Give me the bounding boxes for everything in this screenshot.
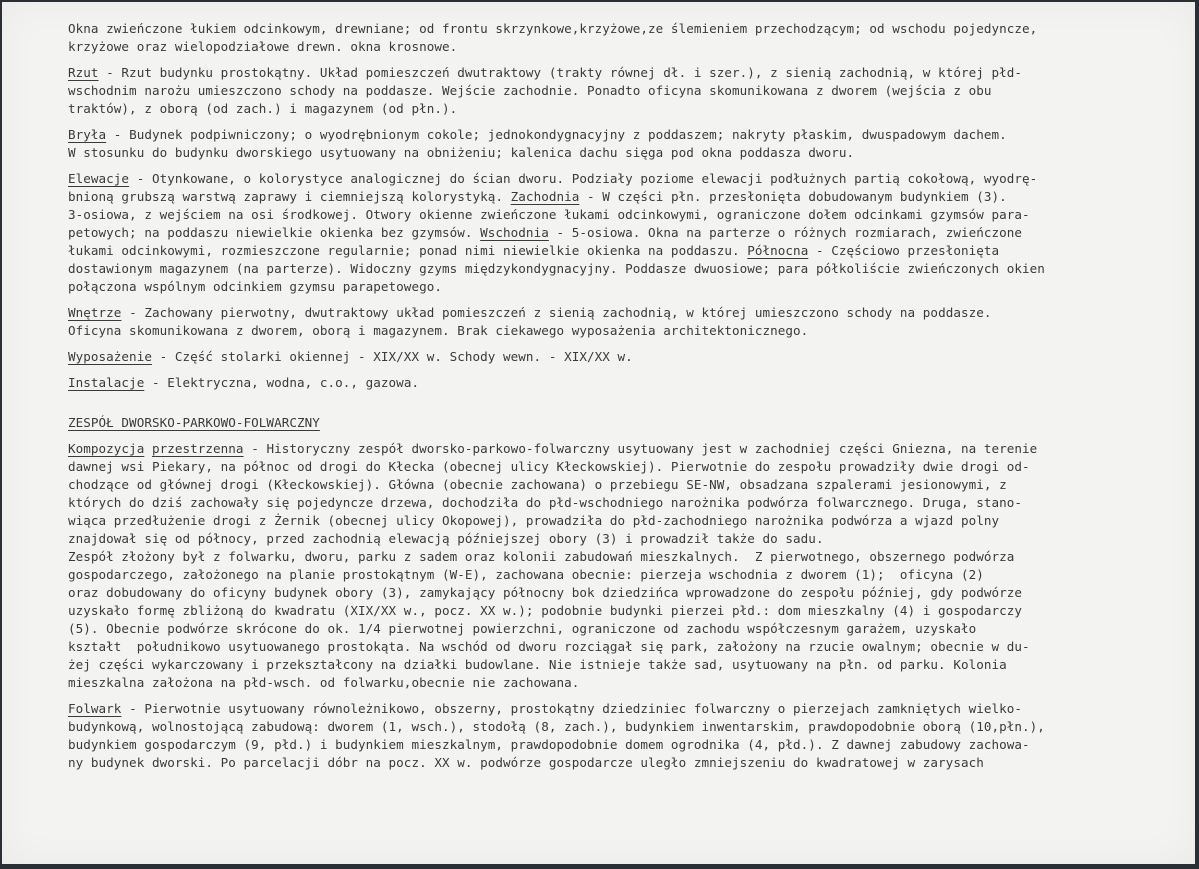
text-line: kształt południkowo usytuowanego prostokąta. Na wschód od dworu rozciągał się park, założony na rzucie owalnym; obecnie w du- (68, 639, 1030, 654)
text-line: (5). Obecnie podwórze skrócone do ok. 1/4 pierwotnej powierzchni, ograniczone od zachodu współczesnym garażem, uzyskało (68, 621, 977, 636)
heading-wnetrze: Wnętrze (68, 305, 122, 320)
subheading-wschodnia: Wschodnia (480, 225, 549, 240)
scanned-page (2, 2, 1195, 864)
text-line: krzyżowe oraz wielopodziałowe drewn. okna krosnowe. (68, 39, 458, 54)
text-line: 3-osiowa, z wejściem na osi środkowej. Otwory okienne zwieńczone łukami odcinkowymi, ograniczone dołem odcinkami gzymsów para- (68, 207, 1030, 222)
text-line: bnioną grubszą warstwą zaprawy i ciemniejszą kolorystyką. Zachodnia - W części płn. przesłonięta dobudowanym budynkiem (3). (68, 189, 1007, 204)
paragraph-bryla: Bryła - Budynek podpiwniczony; o wyodrębnionym cokole; jednokondygnacyjny z poddaszem; nakryty płaskim, dwuspadowym dachem. (68, 127, 1007, 142)
text-line: petowych; na poddaszu niewielkie okienka bez gzymsów. Wschodnia - 5-osiowa. Okna na parterze o różnych rozmiarach, zwieńczone (68, 225, 1023, 240)
text-line: wschodnim narożu umieszczono schody na poddasze. Wejście zachodnie. Ponadto oficyna skomunikowana z dworem (wejścia z obu (68, 83, 992, 98)
heading-bryla: Bryła (68, 127, 107, 142)
heading-przestrzenna: przestrzenna (151, 441, 244, 456)
text-line: których do dziś zachowały się pojedyncze drzewa, dochodziła do płd-wschodniego narożnika podwórza folwarcznego. Druga, stano- (68, 495, 1023, 510)
heading-wyposazenie: Wyposażenie (68, 349, 152, 364)
text-line: Okna zwieńczone łukiem odcinkowym, drewniane; od frontu skrzynkowe,krzyżowe,ze ślemieniem przechodzącym; od wschodu pojedyncze, (68, 21, 1038, 36)
text-line: W stosunku do budynku dworskiego usytuowany na obniżeniu; kalenica dachu sięga pod okna poddasza dworu. (68, 145, 855, 160)
heading-elewacje: Elewacje (68, 171, 130, 186)
text-line: budynkową, wolnostojącą zabudową: dworem (1, wsch.), stodołą (8, zach.), budynkiem inwentarskim, prawdopodobnie oborą (10,płn.), (68, 719, 1045, 734)
text-line: mieszkalna założona na płd-wsch. od folwarku,obecnie nie zachowana. (68, 675, 580, 690)
text-line: chodzące od głównej drogi (Kłeckowskiej). Główna (obecnie zachowana) o przebiegu SE-NW, obsadzana szpalerami jesionowymi, z (68, 477, 1007, 492)
text-line: żej części wykarczowany i przekształcony na działki budowlane. Nie istnieje także sad, usytuowany na płn. od parku. Kolonia (68, 657, 1007, 672)
text-line: traktów), z oborą (od zach.) i magazynem (od płn.). (68, 101, 458, 116)
paragraph-wyposazenie: Wyposażenie - Część stolarki okiennej - XIX/XX w. Schody wewn. - XIX/XX w. (68, 349, 633, 364)
subheading-polnocna: Północna (747, 243, 809, 258)
text-line: dawnej wsi Piekary, na północ od drogi do Kłecka (obecnej ulicy Kłeckowskiej). Pierwotnie do zespołu prowadziły dwie drogi od- (68, 459, 1030, 474)
text-line: połączona wspólnym odcinkiem gzymsu parapetowego. (68, 279, 442, 294)
text-line: ny budynek dworski. Po parcelacji dóbr na pocz. XX w. podwórze gospodarcze uległo zmniejszeniu do kwadratowej w zarysach (68, 755, 984, 770)
paragraph-rzut: Rzut - Rzut budynku prostokątny. Układ pomieszczeń dwutraktowy (trakty równej dł. i szer.), z sienią zachodnią, w której płd- (68, 65, 1023, 80)
text-line: Oficyna skomunikowana z dworem, oborą i magazynem. Brak ciekawego wyposażenia architektonicznego. (68, 323, 809, 338)
text-line: wiąca przedłużenie drogi z Żernik (obecnej ulicy Okopowej), prowadziła do płd-zachodniego narożnika podwórza a wjazd polny (68, 513, 1000, 528)
heading-rzut: Rzut (68, 65, 99, 80)
typewritten-text (68, 20, 1168, 772)
section-title: ZESPÓŁ DWORSKO-PARKOWO-FOLWARCZNY (68, 415, 320, 430)
text-line: uzyskało formę zbliżoną do kwadratu (XIX/XX w., pocz. XX w.); podobnie budynki pierzei płd.: dom mieszkalny (4) i gospodarczy (68, 603, 1023, 618)
paragraph-instalacje: Instalacje - Elektryczna, wodna, c.o., gazowa. (68, 375, 420, 390)
paragraph-kompozycja: Kompozycja przestrzenna - Historyczny zespół dworsko-parkowo-folwarczny usytuowany jest w zachodniej części Gniezna, na terenie (68, 441, 1038, 456)
text-line: Zespół złożony był z folwarku, dworu, parku z sadem oraz kolonii zabudowań mieszkalnych. Z pierwotnego, obszernego podwórza (68, 549, 1015, 564)
paragraph-wnetrze: Wnętrze - Zachowany pierwotny, dwutraktowy układ pomieszczeń z sienią zachodnią, w której umieszczono schody na poddasze. (68, 305, 992, 320)
text-line: dostawionym magazynem (na parterze). Widoczny gzyms międzykondygnacyjny. Poddasze dwuosiowe; para półkoliście zwieńczonych okien (68, 261, 1045, 276)
text-line: łukami odcinkowymi, rozmieszczone regularnie; ponad nimi niewielkie okienka na poddaszu. Północna - Częściowo przesłonięta (68, 243, 1000, 258)
text-line: znajdował się od północy, przed zachodnią elewacją późniejszej obory (3) i prowadził także do sadu. (68, 531, 824, 546)
paragraph-folwark: Folwark - Pierwotnie usytuowany równoleżnikowo, obszerny, prostokątny dziedziniec folwarczny o pierzejach zamkniętych wielko- (68, 701, 1023, 716)
text-line: budynkiem gospodarczym (9, płd.) i budynkiem mieszkalnym, prawdopodobnie domem ogrodnika (4, płd.). Z dawnej zabudowy zachowa- (68, 737, 1030, 752)
paragraph-elewacje: Elewacje - Otynkowane, o kolorystyce analogicznej do ścian dworu. Podziały poziome elewacji podłużnych partią cokołową, wyodrę- (68, 171, 1038, 186)
subheading-zachodnia: Zachodnia (510, 189, 580, 204)
text-line: gospodarczego, założonego na planie prostokątnym (W-E), zachowana obecnie: pierzeja wschodnia z dworem (1); oficyna (2) (68, 567, 984, 582)
text-line: oraz dobudowany do oficyny budynek obory (3), zamykający północny bok dziedzińca wprowadzone do zespołu później, gdy podwórze (68, 585, 1023, 600)
heading-instalacje: Instalacje (68, 375, 145, 390)
heading-folwark: Folwark (68, 701, 122, 716)
heading-kompozycja: Kompozycja (68, 441, 145, 456)
